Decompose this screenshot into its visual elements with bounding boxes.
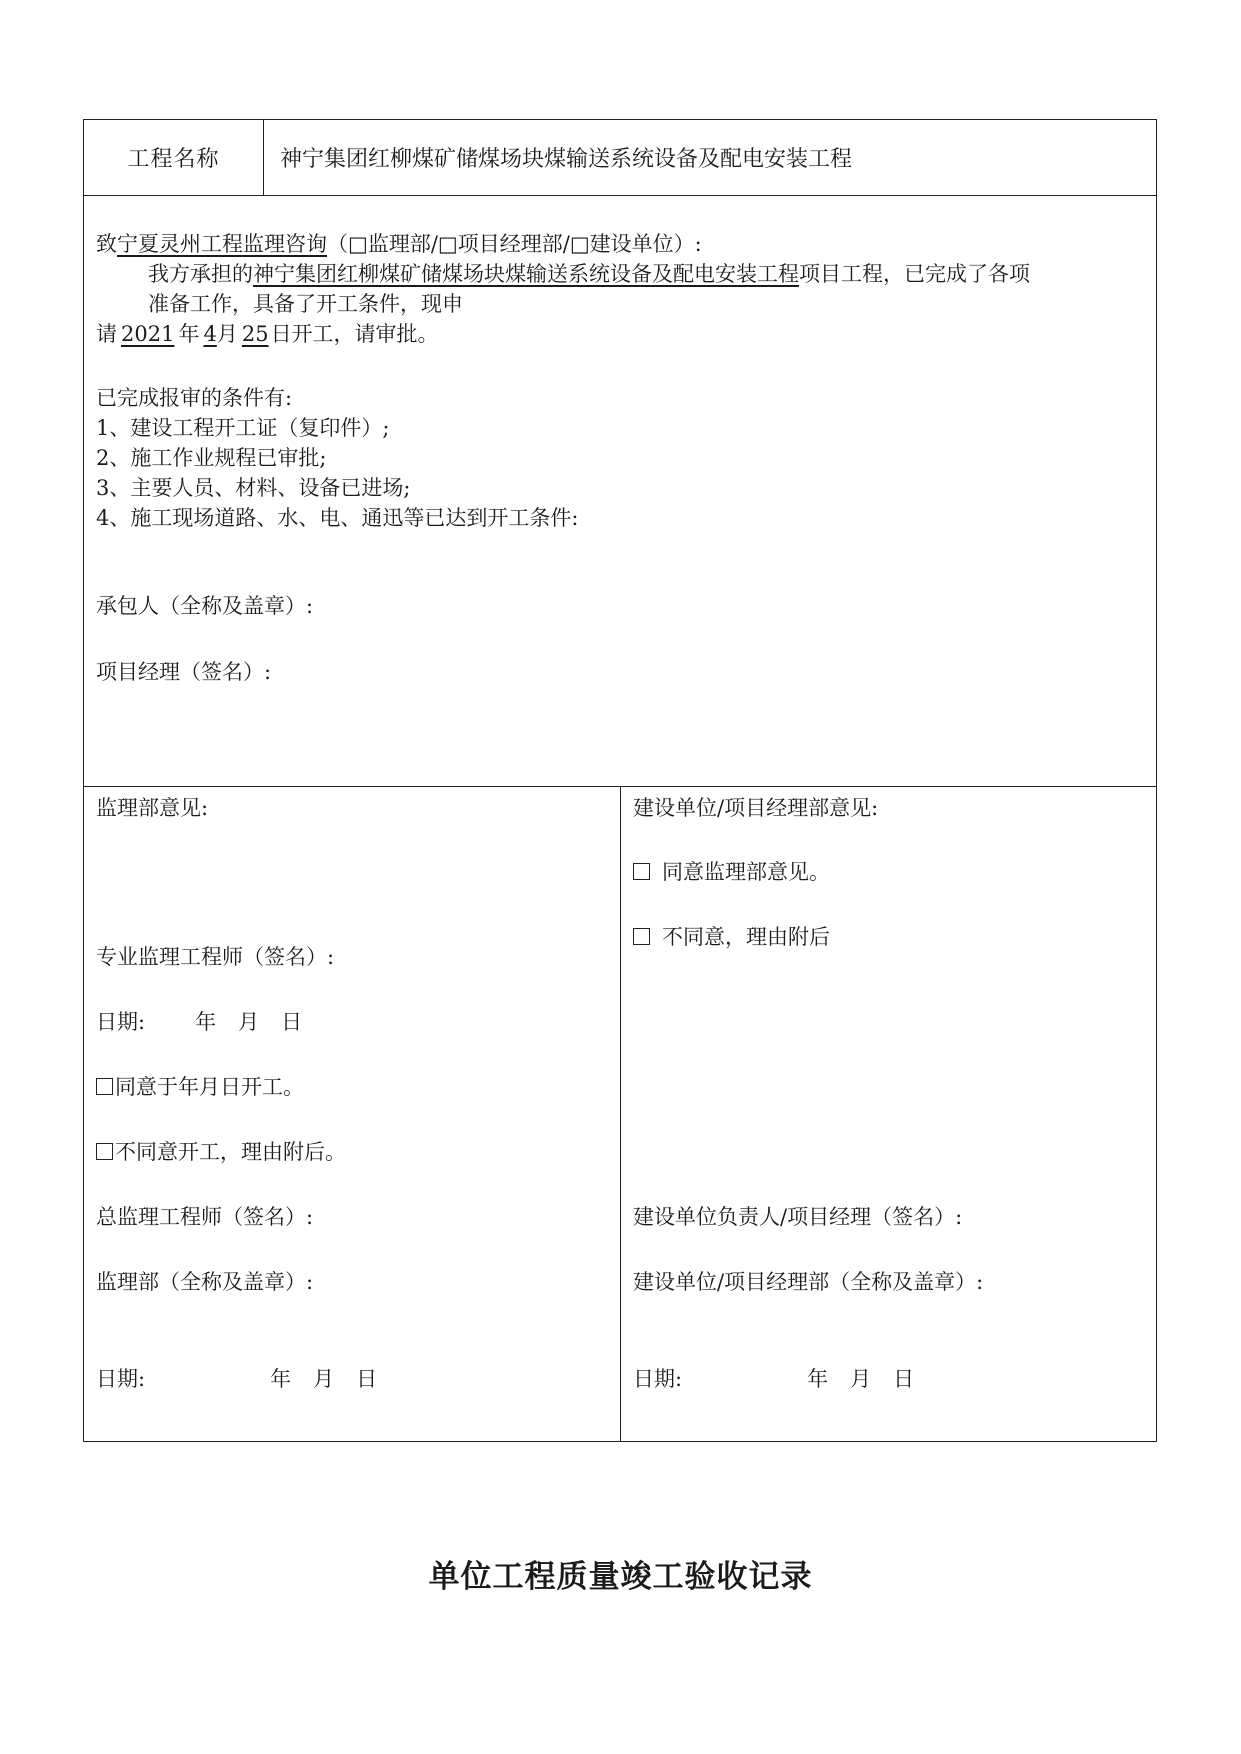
owner-title: 建设单位/项目经理部意见: [633,796,879,820]
condition-item: 4、施工现场道路、水、电、通迅等已达到开工条件: [96,506,579,530]
disagree-label: 不同意，理由附后 [662,925,830,949]
addressee-line [96,229,702,259]
condition-item: 1、建设工程开工证（复印件）; [96,416,390,440]
date-day: 日 [893,1367,915,1391]
supervision-dept-seal: 监理部（全称及盖章）: [96,1270,314,1294]
project-name-label: 工程名称 [84,120,264,195]
request-month: 4 [203,322,217,346]
project-name-row [84,120,1156,196]
date-month: 月 [238,1010,260,1034]
body-suffix: 项目工程，已完成了各项 [799,262,1030,286]
checkbox-icon[interactable] [633,928,650,945]
chief-engineer-signature: 总监理工程师（签名）: [96,1205,314,1229]
next-section-heading: 单位工程质量竣工验收记录 [428,1559,813,1595]
application-section [84,196,1156,787]
supervision-title: 监理部意见: [96,796,209,820]
date-label: 日期: [96,1367,146,1391]
request-month-unit: 月 [216,322,238,346]
checkbox-icon[interactable] [633,863,650,880]
date-year: 年 [195,1010,217,1034]
request-year: 2021 [121,322,175,346]
supervision-date-2 [96,1364,377,1394]
owner-responsible-signature: 建设单位负责人/项目经理（签名）: [633,1205,963,1229]
request-year-unit: 年 [178,322,200,346]
owner-date [633,1364,914,1394]
specialist-engineer-signature: 专业监理工程师（签名）: [96,945,335,969]
date-year: 年 [807,1367,829,1391]
manager-signature: 项目经理（签名）: [96,660,272,684]
body-prefix: 我方承担的 [148,262,253,286]
supervision-date-1 [96,1007,302,1037]
supervision-disagree-option [96,1137,346,1167]
date-day: 日 [281,1010,303,1034]
checkbox-icon[interactable] [96,1143,113,1160]
disagree-label: 不同意开工，理由附后。 [115,1140,346,1164]
supervision-opinion-cell [84,787,621,1441]
request-date-line [96,319,439,349]
owner-dept-seal: 建设单位/项目经理部（全称及盖章）: [633,1270,984,1294]
agree-label: 同意监理部意见。 [662,860,830,884]
project-name-value: 神宁集团红柳煤矿储煤场块煤输送系统设备及配电安装工程 [280,147,853,172]
contractor-signature: 承包人（全称及盖章）: [96,594,314,618]
owner-disagree-option [633,922,830,952]
supervision-agree-option [96,1072,304,1102]
agree-label: 同意于年月日开工。 [115,1075,304,1099]
date-day: 日 [356,1367,378,1391]
body-line-1 [148,259,1030,289]
owner-opinion-cell [621,787,1156,1441]
request-day: 25 [241,322,269,346]
request-prefix: 请 [96,322,117,346]
date-month: 月 [850,1367,872,1391]
owner-agree-option [633,857,830,887]
conditions-title: 已完成报审的条件有: [96,386,293,410]
date-label: 日期: [96,1010,146,1034]
condition-item: 3、主要人员、材料、设备已进场; [96,476,411,500]
body-line-2: 准备工作，具备了开工条件，现申 [148,292,463,316]
condition-item: 2、施工作业规程已审批; [96,446,327,470]
body-project: 神宁集团红柳煤矿储煤场块煤输送系统设备及配电安装工程 [253,262,799,286]
date-year: 年 [270,1367,292,1391]
checkbox-icon[interactable] [96,1078,113,1095]
date-month: 月 [313,1367,335,1391]
request-suffix: 日开工，请审批。 [270,322,439,346]
date-label: 日期: [633,1367,683,1391]
application-form [83,119,1157,1442]
addressee-prefix: 致 [96,232,117,256]
addressee-name: 宁夏灵州工程监理咨询 [117,232,327,256]
addressee-options: （□监理部/□项目经理部/□建设单位）: [327,232,702,256]
